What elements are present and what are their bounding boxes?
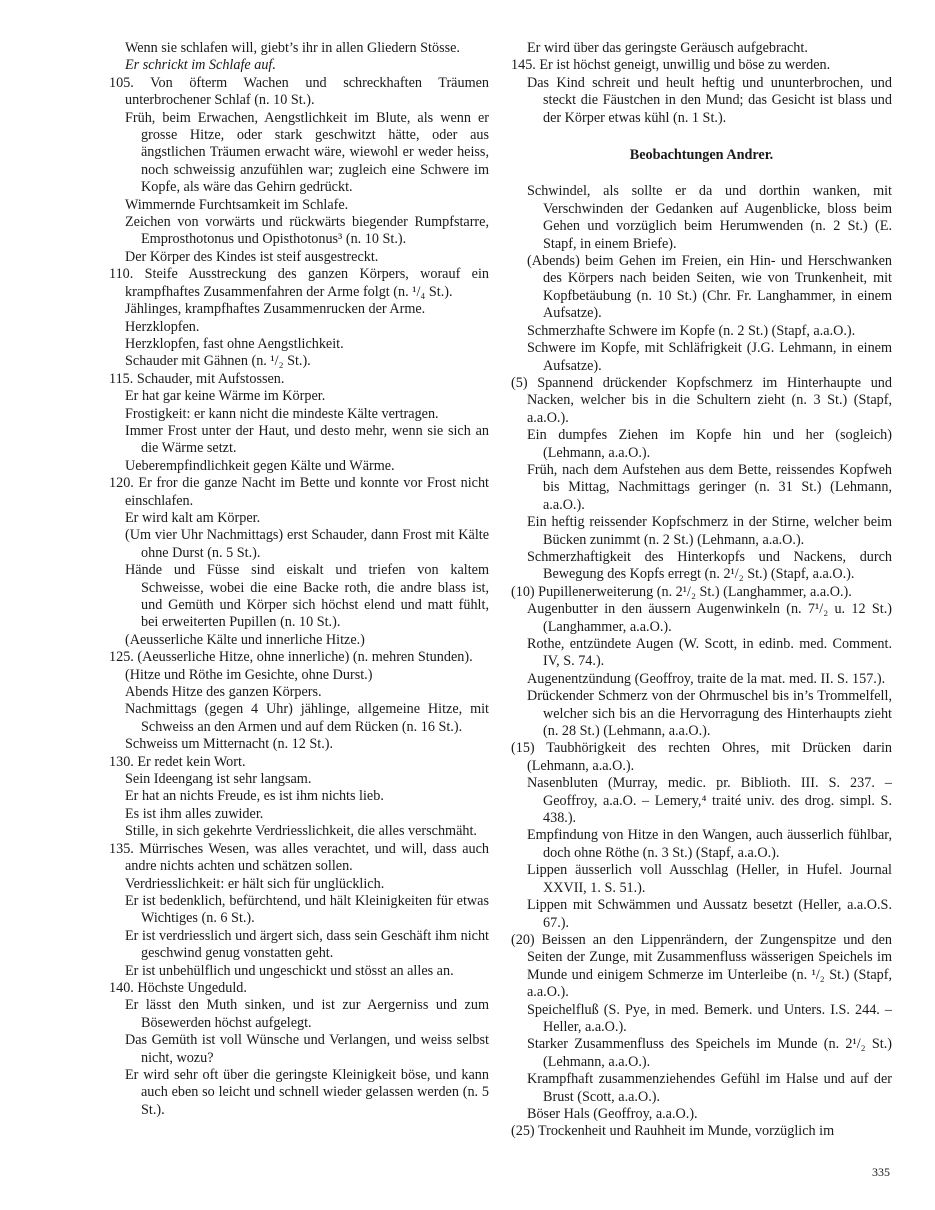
entry-text: 140. Höchste Ungeduld. (109, 979, 247, 996)
entry-text: Lippen äusserlich voll Ausschlag (Heller, in Hufel. Journal XXVII, 1. S. 51.). (527, 862, 892, 896)
entry-text: Nasenbluten (Murray, medic. pr. Biblioth. III. S. 237. – Geoffroy, a.a.O. – Lemery,⁴ traité univ. des drog. simpl. S. 438.). (527, 775, 892, 827)
entry-text: Er hat an nichts Freude, es ist ihm nichts lieb. (125, 788, 384, 805)
entry-text: Schmerzhafte Schwere im Kopfe (n. 2 St.) (Stapf, a.a.O.). (527, 322, 856, 339)
entry-text: Er wird über das geringste Geräusch aufgebracht. (527, 40, 808, 56)
entry-text: (25) Trockenheit und Rauhheit im Munde, vorzüglich im (511, 1123, 835, 1140)
entry-text: Stille, in sich gekehrte Verdriesslichkeit, die alles verschmäht. (125, 823, 477, 840)
entry-text: Jählinges, krampfhaftes Zusammenrucken der Arme. (125, 301, 426, 318)
entry-text: Böser Hals (Geoffroy, a.a.O.). (527, 1105, 698, 1122)
entry-text: Starker Zusammenfluss des Speichels im Munde (n. 2¹/₂ St.) (Lehmann, a.a.O.). (527, 1036, 892, 1070)
entry-text: Er wird sehr oft über die geringste Kleinigkeit böse, und kann auch eben so leicht und schnell wieder gelassen werden (n. 5 St.). (125, 1066, 489, 1118)
entry-text: Schauder mit Gähnen (n. ¹/₂ St.). (125, 353, 311, 370)
entry-text: Schweiss um Mitternacht (n. 12 St.). (125, 736, 334, 753)
entry-text: (Aeusserliche Kälte und innerliche Hitze.) (125, 631, 365, 648)
entry-text: Früh, beim Erwachen, Aengstlichkeit im Blute, als wenn er grosse Hitze, oder stark geschwitzt hätte, oder aus ängstlichen Träumen erwacht wäre, wiewohl er weder heiss, noch schweissig anzufühlen war; zugleich eine Schwere im Kopfe, als wäre das Gehirn gedrückt. (125, 109, 489, 196)
entry-text: (5) Spannend drückender Kopfschmerz im Hinterhaupte und Nacken, welcher bis in die Schultern zieht (n. 3 St.) (Stapf, a.a.O.). (511, 374, 892, 426)
entry-text: Er lässt den Muth sinken, und ist zur Aergerniss und zum Bösewerden höchst aufgelegt. (125, 997, 489, 1031)
entry-text: Empfindung von Hitze in den Wangen, auch äusserlich fühlbar, doch ohne Röthe (n. 3 St.) (Stapf, a.a.O.). (527, 827, 892, 861)
entry-text: Es ist ihm alles zuwider. (125, 805, 264, 822)
entry-text: Immer Frost unter der Haut, und desto mehr, wenn sie sich an die Wärme setzt. (125, 422, 489, 457)
entry-text: Augenentzündung (Geoffroy, traite de la mat. med. II. S. 157.). (527, 670, 886, 687)
entry-text: (Um vier Uhr Nachmittags) erst Schauder, dann Frost mit Kälte ohne Durst (n. 5 St.). (125, 527, 489, 561)
entry-text: Das Kind schreit und heult heftig und ununterbrochen, und steckt die Fäustchen in den Mund; das Gesicht ist blass und der Körper etwas kühl (n. 1 St.). (527, 74, 892, 126)
entry-text: Schwindel, als sollte er da und dorthin wanken, mit Verschwinden der Gedanken auf Augenblicke, bloss beim Gehen und vorzüglich beim Herumwenden (n. 2 St.) (E. Stapf, in einem Briefe). (527, 183, 892, 252)
entry-text: Rothe, entzündete Augen (W. Scott, in edinb. med. Comment. IV, S. 74.). (527, 636, 892, 670)
entry-text: 120. Er fror die ganze Nacht im Bette und konnte vor Frost nicht einschlafen. (109, 475, 489, 509)
entry-text: Lippen mit Schwämmen und Aussatz besetzt (Heller, a.a.O.S. 67.). (527, 897, 892, 931)
entry-text: Ueberempfindlichkeit gegen Kälte und Wärme. (125, 457, 395, 474)
entry-text: Er schrickt im Schlafe auf. (125, 57, 276, 74)
entry-text: Sein Ideengang ist sehr langsam. (125, 771, 312, 788)
entry-text: 105. Von öfterm Wachen und schreckhaften Träumen unterbrochener Schlaf (n. 10 St.). (109, 74, 489, 109)
entry-text: Abends Hitze des ganzen Körpers. (125, 684, 322, 701)
entry-text: Frostigkeit: er kann nicht die mindeste Kälte vertragen. (125, 405, 439, 422)
entry-text: Augenbutter in den äussern Augenwinkeln (n. 7¹/₂ u. 12 St.) (Langhammer, a.a.O.). (527, 601, 892, 635)
entry-text: Nachmittags (gegen 4 Uhr) jählinge, allgemeine Hitze, mit Schweiss an den Armen und auf dem Rücken (n. 16 St.). (125, 701, 489, 735)
right-column (511, 40, 892, 1141)
left-column (109, 40, 489, 1119)
entry-text: Zeichen von vorwärts und rückwärts biegender Rumpfstarre, Emprosthotonus und Opisthotonus³ (n. 10 St.). (125, 214, 489, 248)
entry-text: Wenn sie schlafen will, giebt’s ihr in allen Gliedern Stösse. (125, 40, 460, 56)
entry-text: Er wird kalt am Körper. (125, 509, 261, 526)
entry-text: Herzklopfen, fast ohne Aengstlichkeit. (125, 335, 344, 352)
entry-text: Hände und Füsse sind eiskalt und triefen von kaltem Schweisse, wobei die eine Backe roth, die andre blass ist, und Gemüth und Körper sich höchst elend und matt fühlt, bei erweiterten Pupillen (n. 10 St.). (125, 562, 489, 631)
entry-text: (Abends) beim Gehen im Freien, ein Hin- und Herschwanken des Körpers nach beiden Seiten, wie von Trunkenheit, mit Kopfbetäubung (n. 10 St.) (Chr. Fr. Langhammer, in einem Aufsatze). (527, 253, 892, 322)
entry-text: Er ist verdriesslich und ärgert sich, dass sein Geschäft ihm nicht geschwind genug vonstatten geht. (125, 927, 489, 962)
section-heading: Beobachtungen Andrer. (629, 147, 774, 164)
page-number: 335 (872, 1165, 890, 1179)
entry-text: Verdriesslichkeit: er hält sich für unglücklich. (125, 875, 385, 892)
entry-text: Krampfhaft zusammenziehendes Gefühl im Halse und auf der Brust (Scott, a.a.O.). (527, 1071, 892, 1105)
entry-text: (Hitze und Röthe im Gesichte, ohne Durst.) (125, 666, 373, 683)
entry-text: Speichelfluß (S. Pye, in med. Bemerk. und Unters. I.S. 244. – Heller, a.a.O.). (527, 1001, 892, 1035)
entry-text: (15) Taubhörigkeit des rechten Ohres, mit Drücken darin (Lehmann, a.a.O.). (511, 740, 892, 774)
right-bottom-entries (511, 183, 892, 1140)
entry-text: (10) Pupillenerweiterung (n. 2¹/₂ St.) (Langhammer, a.a.O.). (511, 583, 852, 600)
entry-text: Wimmernde Furchtsamkeit im Schlafe. (125, 196, 349, 213)
entry-text: Er ist unbehülflich und ungeschickt und stösst an alles an. (125, 962, 454, 979)
entry-text: 135. Mürrisches Wesen, was alles verachtet, und will, dass auch andre nichts achten und schätzen sollen. (109, 840, 489, 875)
entry-text: 125. (Aeusserliche Hitze, ohne innerliche) (n. mehren Stunden). (109, 649, 473, 666)
entry-text: 115. Schauder, mit Aufstossen. (109, 370, 285, 387)
entry-text: Früh, nach dem Aufstehen aus dem Bette, reissendes Kopfweh bis Mittag, Nachmittags geringer (n. 31 St.) (Lehmann, a.a.O.). (527, 461, 892, 513)
entry-text: 110. Steife Ausstreckung des ganzen Körpers, worauf ein krampfhaftes Zusammenfahren der Arme folgt (n. ¹/₄ St.). (109, 266, 489, 300)
entry-text: Schmerzhaftigkeit des Hinterkopfs und Nackens, durch Bewegung des Kopfs erregt (n. 2¹/₂ St.) (Stapf, a.a.O.). (527, 548, 892, 583)
right-top-entries (511, 40, 892, 127)
entry-text: Der Körper des Kindes ist steif ausgestreckt. (125, 248, 379, 265)
entry-text: Drückender Schmerz von der Ohrmuschel bis in’s Trommelfell, welcher sich bis an die Hervorragung des Hinterhaupts zieht (n. 28 St.) (Lehmann, a.a.O.). (527, 688, 892, 740)
entry-text: 130. Er redet kein Wort. (109, 753, 246, 770)
entry-text: Schwere im Kopfe, mit Schläfrigkeit (J.G. Lehmann, in einem Aufsatze). (527, 340, 892, 374)
entry-text: Ein heftig reissender Kopfschmerz in der Stirne, welcher beim Bücken zunimmt (n. 2 St.) (Lehmann, a.a.O.). (527, 514, 892, 548)
entry-text: (20) Beissen an den Lippenrändern, der Zungenspitze und den Seiten der Zunge, mit Zusammenfluss wässerigen Speichels im Munde und einigem Schmerze im Unterleibe (n. ¹/₂ St.) (Stapf, a.a.O.). (511, 931, 892, 1001)
entry-text: Herzklopfen. (125, 318, 200, 335)
entry-text: 145. Er ist höchst geneigt, unwillig und böse zu werden. (511, 57, 831, 74)
entry-text: Das Gemüth ist voll Wünsche und Verlangen, und weiss selbst nicht, wozu? (125, 1032, 489, 1066)
entry-text: Er ist bedenklich, befürchtend, und hält Kleinigkeiten für etwas Wichtiges (n. 6 St.). (125, 892, 489, 927)
entry-text: Ein dumpfes Ziehen im Kopfe hin und her (sogleich) (Lehmann, a.a.O.). (527, 427, 892, 461)
entry-text: Er hat gar keine Wärme im Körper. (125, 388, 326, 405)
